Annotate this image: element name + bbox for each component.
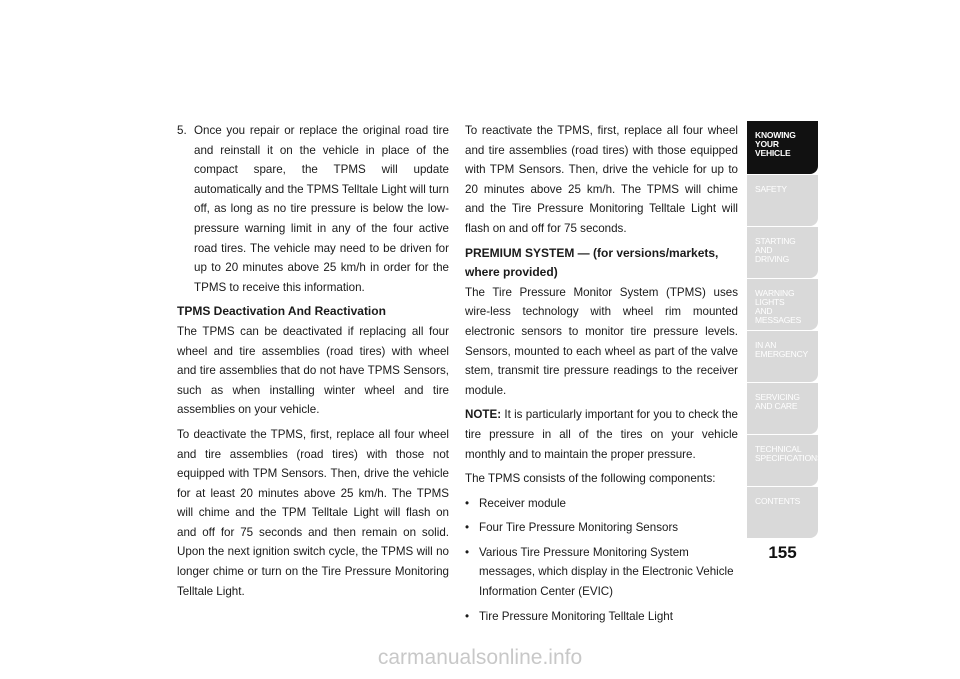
paragraph: The TPMS consists of the following components: [465, 472, 716, 486]
tab-label: TECHNICAL SPECIFICATIONS [755, 444, 823, 463]
tab-technical-specifications[interactable] [747, 435, 823, 486]
list-item [465, 607, 738, 627]
tab-servicing-and-care[interactable] [747, 383, 818, 434]
paragraph: The Tire Pressure Monitor System (TPMS) uses wire-less technology with wheel rim mounted electronic sensors to monitor tire pressure levels. Sensors, mounted to each wheel as part of the valve stem, transmit tire pressure readings to the receiver module. [465, 285, 738, 397]
right-column [465, 121, 738, 631]
list-item-text: Tire Pressure Monitoring Telltale Light [479, 609, 673, 623]
page-number: 155 [768, 543, 797, 562]
tab-in-an-emergency[interactable] [747, 331, 818, 382]
paragraph: To deactivate the TPMS, first, replace all four wheel and tire assemblies (road tires) with those not equipped with TPM Sensors. Then, drive the vehicle for at least 20 minutes above 25 km/h. The TPMS will chime and the TPM Telltale Light will flash on and off for 75 seconds and then remain on solid. Upon the next ignition switch cycle, the TPMS will no longer chime or turn on the Tire Pressure Monitoring Telltale Light. [177, 427, 449, 598]
tab-safety[interactable] [747, 175, 818, 226]
section-heading: PREMIUM SYSTEM — (for versions/markets, where provided) [465, 245, 719, 280]
tab-label: KNOWING YOUR VEHICLE [755, 130, 796, 158]
tab-label: SERVICING AND CARE [755, 392, 800, 411]
paragraph: To reactivate the TPMS, first, replace all four wheel and tire assemblies (road tires) with those equipped with TPM Sensors. Then, drive the vehicle for up to 20 minutes above 25 km/h. The TPMS will chime and the Tire Pressure Monitoring Telltale Light will flash on and off for 75 seconds. [465, 124, 738, 235]
bullet-icon: • [465, 496, 470, 510]
tab-knowing-your-vehicle[interactable] [747, 121, 818, 174]
bullet-icon: • [465, 609, 470, 623]
item-number: 5. [177, 124, 187, 137]
note-text: It is particularly important for you to check the tire pressure in all of the tires on your vehicle monthly and to maintain the proper pressure. [465, 408, 738, 461]
bullet-icon: • [465, 545, 470, 559]
left-column [177, 121, 449, 606]
list-item [465, 543, 738, 602]
note [465, 405, 738, 464]
bullet-icon: • [465, 521, 470, 535]
list-item [465, 518, 738, 538]
tab-label: CONTENTS [755, 496, 801, 506]
numbered-item-5 [177, 121, 449, 297]
list-item [465, 494, 738, 514]
paragraph: The TPMS can be deactivated if replacing all four wheel and tire assemblies (road tires) with wheel and tire assemblies that do not have TPMS Sensors, such as when installing winter wheel and tire assemblies on your vehicle. [177, 324, 449, 417]
tab-warning-lights[interactable] [747, 279, 818, 330]
list-item-text: Four Tire Pressure Monitoring Sensors [479, 521, 679, 535]
list-item-text: Various Tire Pressure Monitoring System messages, which display in the Electronic Vehicle Information Center (EVIC) [479, 545, 734, 599]
tab-label: SAFETY [755, 184, 787, 194]
section-tabs [747, 121, 823, 539]
tab-starting-and-driving[interactable] [747, 227, 818, 278]
tab-label: IN AN EMERGENCY [755, 340, 808, 359]
component-list [465, 494, 738, 627]
list-item-text: Receiver module [479, 496, 566, 510]
item-text: Once you repair or replace the original road tire and reinstall it on the vehicle in place of the compact spare, the TPMS will update automatically and the TPMS Telltale Light will turn off, as long as no tire pressure is below the low-pressure warning limit in any of the four active road tires. The vehicle may need to be driven for up to 20 minutes above 25 km/h in order for the TPMS to receive this information. [194, 124, 449, 294]
watermark: carmanualsonline.info [377, 646, 583, 669]
tab-contents[interactable] [747, 487, 818, 538]
tab-label: STARTING AND DRIVING [755, 236, 796, 264]
note-label: NOTE: [465, 408, 502, 422]
section-heading: TPMS Deactivation And Reactivation [177, 304, 386, 319]
tab-label: WARNING LIGHTS AND MESSAGES [755, 288, 802, 325]
